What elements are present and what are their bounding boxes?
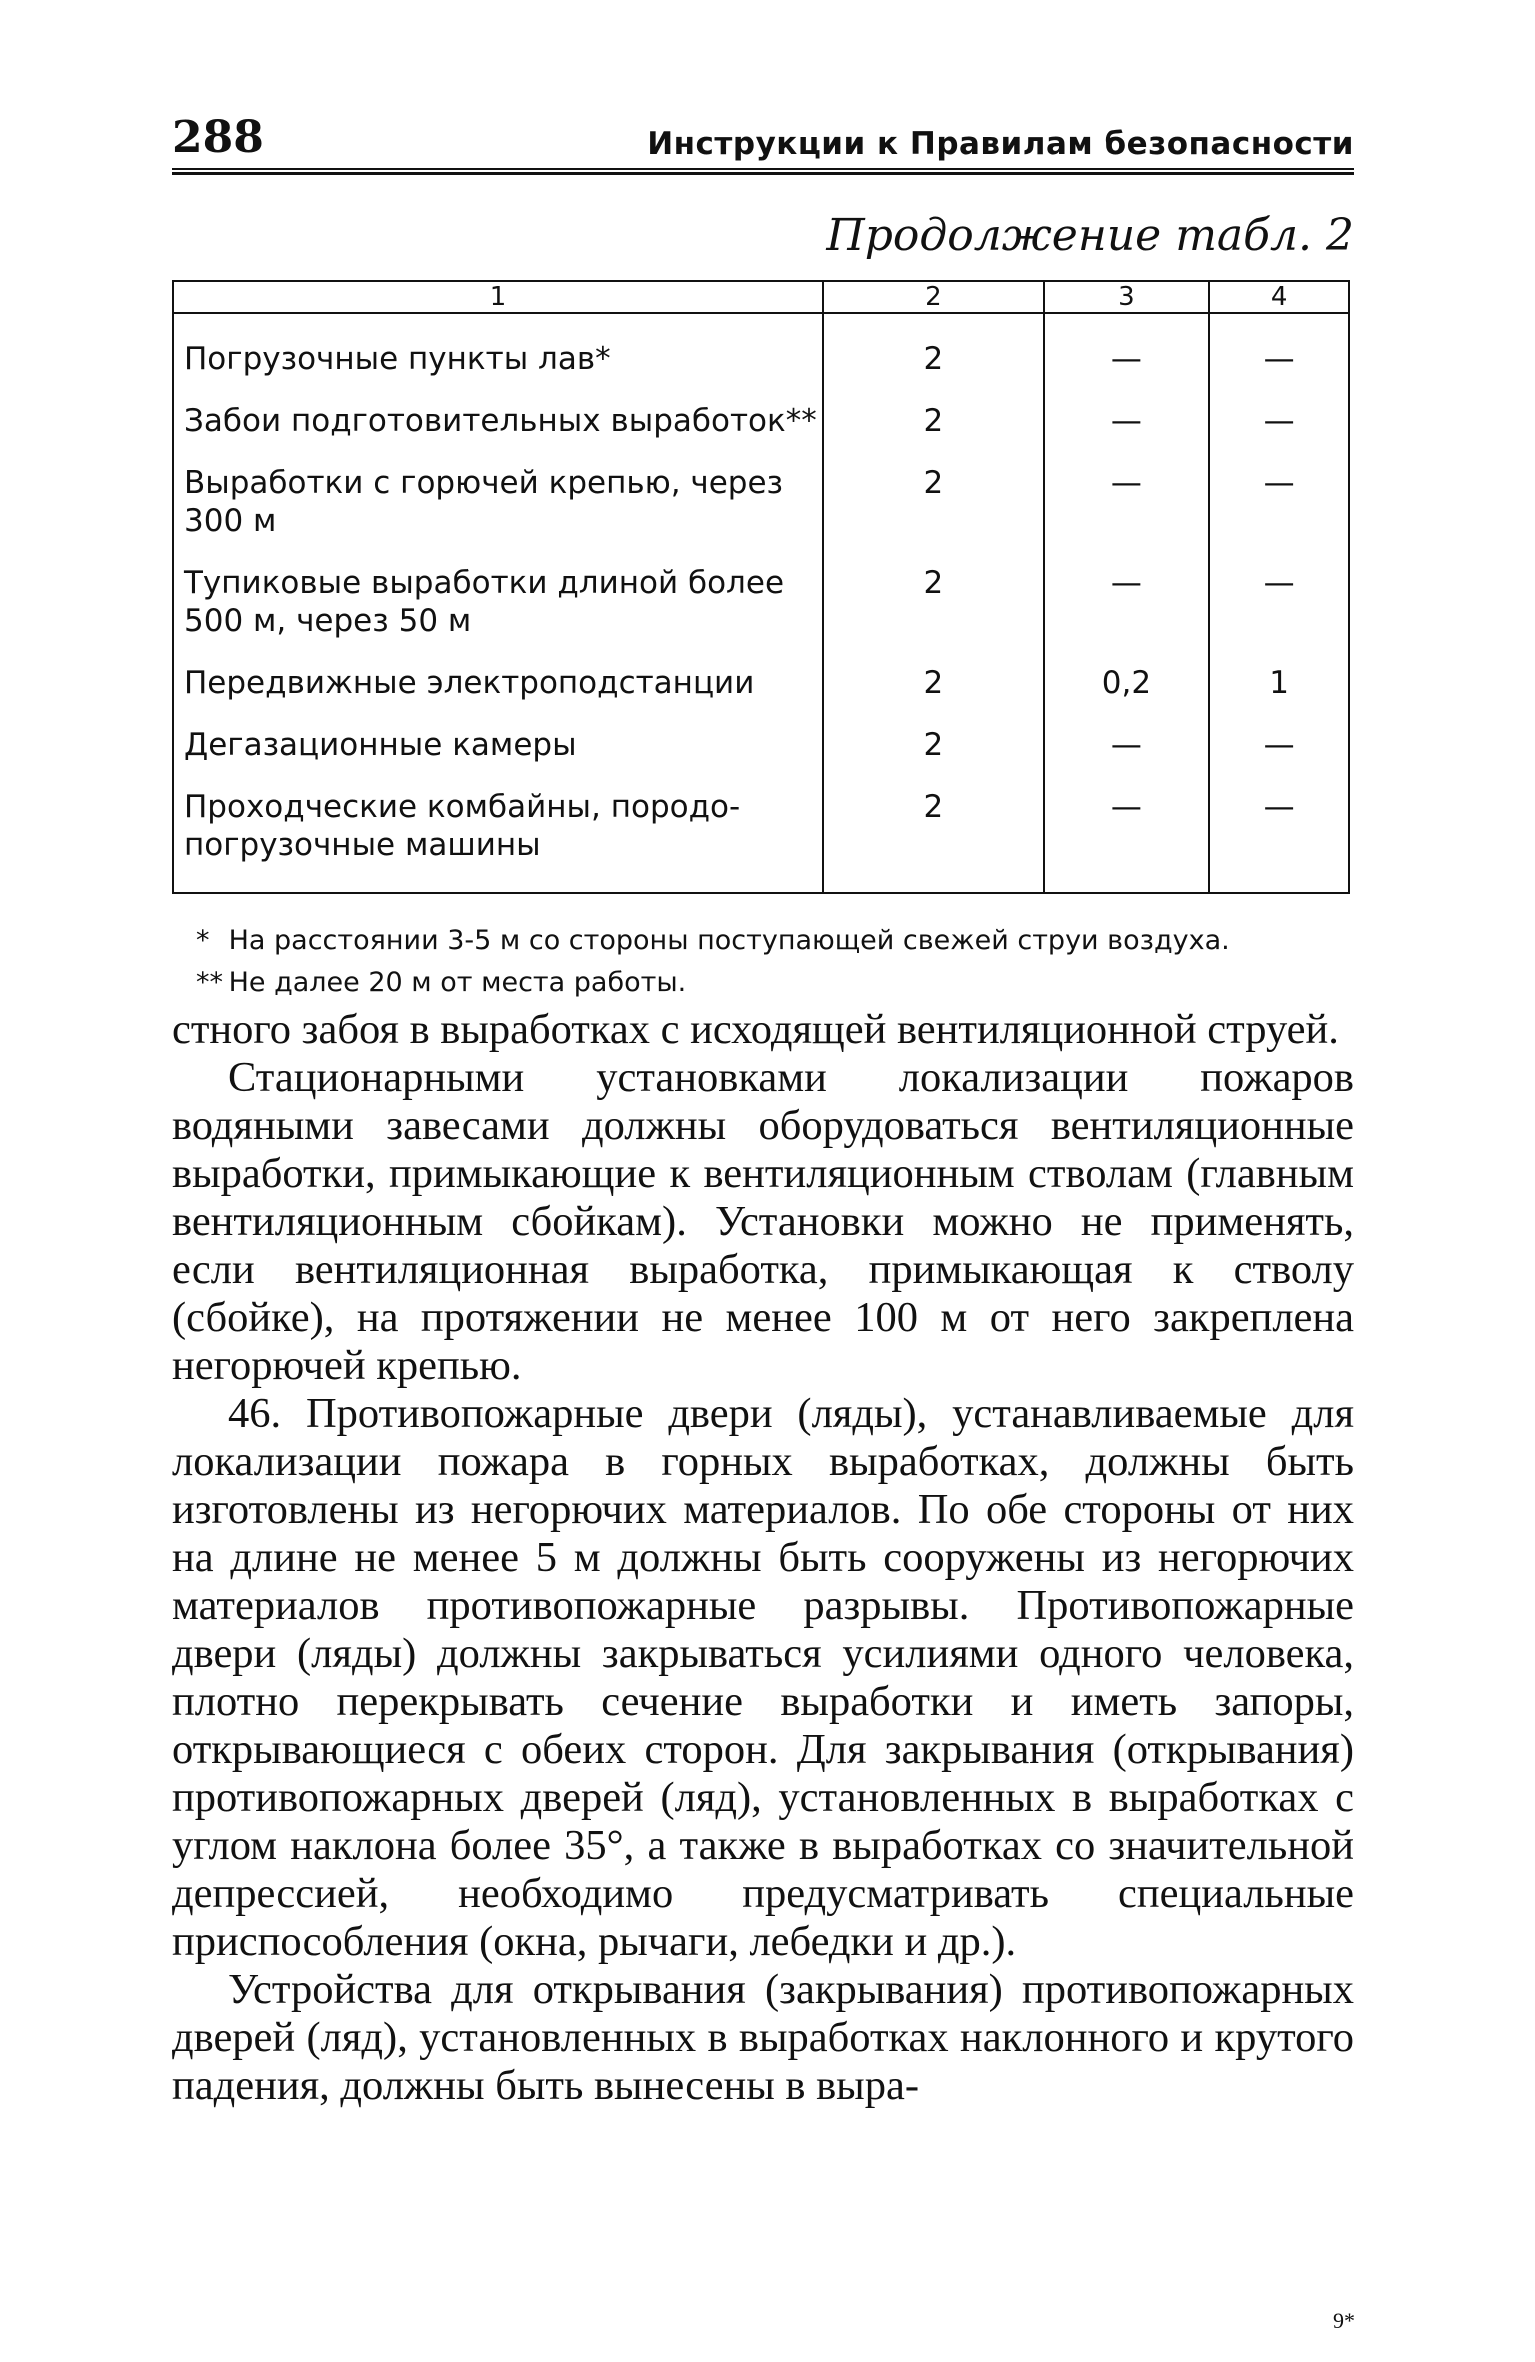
row-value: 2 [823,702,1043,764]
column-header: 3 [1044,281,1210,313]
table-caption: Продолжение табл. 2 [826,210,1354,261]
footnote [196,962,1230,1004]
row-value: — [1209,440,1349,540]
table-row [173,440,1349,540]
data-table [172,280,1350,894]
row-value: 2 [823,640,1043,702]
paragraph: 46. Противопожарные двери (ляды), устанавливаемые для локализации пожара в горных выработках, должны быть изготовлены из негорючих материалов. По обе стороны от них на длине не менее 5 м должны быть сооружены из негорючих материалов противопожарные разрывы. Противопожарные двери (ляды) должны закрываться усилиями одного человека, плотно перекрывать сечение выработки и иметь запоры, открывающиеся с обеих сторон. Для закрывания (открывания) противопожарных дверей (ляд), установленных в выработках с углом наклона более 35°, а также в выработках со значительной депрессией, необходимо предусматривать специальные приспособления (окна, рычаги, лебедки и др.). [172,1390,1354,1965]
row-value: 2 [823,378,1043,440]
table-row [173,540,1349,640]
row-name: Тупиковые выработки длиной более 500 м, через 50 м [173,540,823,640]
footnote-mark: * [196,925,210,956]
paragraph: Стационарными установками локализации пожаров водяными завесами должны оборудоваться вентиляционные выработки, примыкающие к вентиляционным стволам (главным вентиляционным сбойкам). Установки можно не применять, если вентиляционная выработка, примыкающая к стволу (сбойке), на протяжении не менее 100 м от него закреплена негорючей крепью. [172,1054,1354,1389]
row-name: Погрузочные пункты лав* [173,313,823,378]
row-value: — [1044,440,1210,540]
signature-mark: 9* [1333,2308,1355,2333]
header-rule [172,168,1354,175]
paragraph: Устройства для открывания (закрывания) противопожарных дверей (ляд), установленных в выработках наклонного и крутого падения, должны быть вынесены в выра- [172,1966,1354,2109]
row-value: — [1044,540,1210,640]
table-row [173,702,1349,764]
row-value: — [1044,378,1210,440]
column-header: 4 [1209,281,1349,313]
row-value: — [1209,313,1349,378]
row-name: Дегазационные камеры [173,702,823,764]
running-title: Инструкции к Правилам безопасности [647,126,1354,162]
row-value: 2 [823,540,1043,640]
table-row [173,640,1349,702]
row-value: 2 [823,313,1043,378]
footnote-text: Не далее 20 м от места работы. [228,967,687,998]
column-header: 1 [173,281,823,313]
row-value: — [1209,540,1349,640]
row-value: 2 [823,764,1043,893]
row-value: — [1044,702,1210,764]
paragraph: стного забоя в выработках с исходящей вентиляционной струей. [172,1006,1339,1053]
row-value: — [1209,378,1349,440]
table-header-row [173,281,1349,313]
table-row [173,313,1349,378]
row-value: 0,2 [1044,640,1210,702]
footnote-mark: ** [196,967,223,998]
table-row [173,378,1349,440]
row-name: Передвижные электроподстанции [173,640,823,702]
footnote [196,920,1230,962]
column-header: 2 [823,281,1043,313]
body-text [172,1006,1354,2110]
row-name: Забои подготовительных выработок** [173,378,823,440]
row-value: — [1044,313,1210,378]
row-name: Проходческие комбайны, породо-погрузочные машины [173,764,823,893]
running-header [172,112,1354,168]
row-value: 1 [1209,640,1349,702]
row-name: Выработки с горючей крепью, через 300 м [173,440,823,540]
table-footnotes [196,920,1230,1004]
footnote-text: На расстоянии 3-5 м со стороны поступающей свежей струи воздуха. [228,925,1230,956]
row-value: 2 [823,440,1043,540]
row-value: — [1209,702,1349,764]
page-number: 288 [172,112,264,163]
table-row [173,764,1349,893]
row-value: — [1044,764,1210,893]
row-value: — [1209,764,1349,893]
